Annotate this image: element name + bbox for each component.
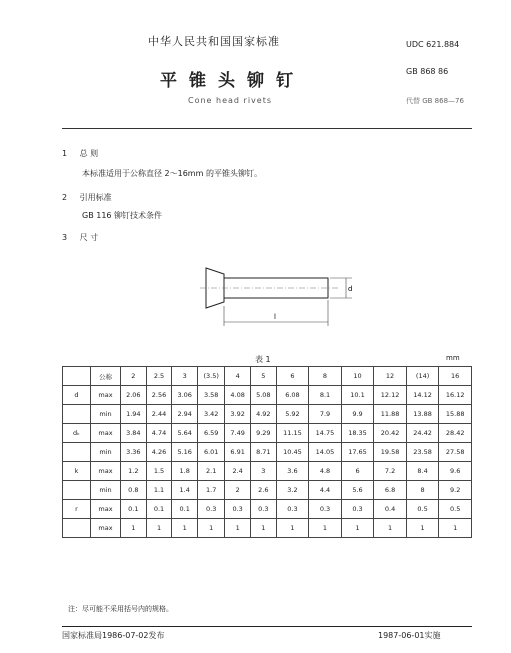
table-caption: 表 1	[255, 355, 271, 364]
section-number: 2	[62, 193, 68, 202]
table-cell: 3.6	[276, 462, 309, 481]
table-cell: 5.6	[341, 481, 374, 500]
section-number: 3	[62, 233, 68, 242]
table-row	[63, 462, 472, 481]
section-3-heading	[62, 232, 98, 243]
table-cell: 2.06	[121, 386, 147, 405]
table-cell: 3.84	[121, 424, 147, 443]
rivet-drawing	[180, 248, 370, 338]
table-cell: 1.8	[172, 462, 198, 481]
table-cell: 1	[121, 519, 147, 538]
table-cell: 3.2	[276, 481, 309, 500]
table-cell: 6	[341, 462, 374, 481]
table-cell: max	[91, 500, 121, 519]
table-cell: 0.5	[406, 500, 439, 519]
table-cell: 4.8	[309, 462, 342, 481]
table-unit: mm	[446, 354, 460, 362]
table-row	[63, 424, 472, 443]
table-cell: 23.58	[406, 443, 439, 462]
table-cell: 9.2	[439, 481, 472, 500]
table-cell: max	[91, 386, 121, 405]
table-cell: 0.3	[225, 500, 251, 519]
table-cell: 2	[121, 367, 147, 386]
table-cell: 18.35	[341, 424, 374, 443]
table-cell: 1.7	[198, 481, 225, 500]
table-cell: 2.6	[251, 481, 277, 500]
document-title: 平锥头铆钉	[160, 71, 305, 91]
table-cell: 4.4	[309, 481, 342, 500]
table-cell: 0.1	[121, 500, 147, 519]
table-cell: 10.1	[341, 386, 374, 405]
table-cell: 16.12	[439, 386, 472, 405]
table-cell: 9.9	[341, 405, 374, 424]
table-cell: 15.88	[439, 405, 472, 424]
table-row	[63, 405, 472, 424]
section-title: 引用标准	[79, 193, 112, 202]
table-cell: 6.8	[374, 481, 407, 500]
standard-name: 中华人民共和国国家标准	[148, 35, 280, 48]
table-cell: 5	[251, 367, 277, 386]
table-cell: 1	[198, 519, 225, 538]
table-cell: min	[91, 443, 121, 462]
table-cell: 4.92	[251, 405, 277, 424]
table-cell: 14.05	[309, 443, 342, 462]
table-note: 注：尽可能不采用括号内的规格。	[68, 605, 173, 613]
section-title: 尺 寸	[79, 233, 99, 242]
table-cell: 13.88	[406, 405, 439, 424]
table-cell: 2.4	[225, 462, 251, 481]
table-cell: 0.3	[198, 500, 225, 519]
table-cell: 6.08	[276, 386, 309, 405]
table-cell: 14.75	[309, 424, 342, 443]
table-row	[63, 500, 472, 519]
table-cell: 6	[276, 367, 309, 386]
replaces-note: 代替 GB 868—76	[406, 97, 464, 105]
section-number: 1	[62, 149, 68, 158]
table-row	[63, 367, 472, 386]
table-cell: 0.3	[309, 500, 342, 519]
table-cell: min	[91, 405, 121, 424]
table-row	[63, 519, 472, 538]
table-cell: 0.8	[121, 481, 147, 500]
dim-label-d: d	[348, 285, 353, 293]
table-row	[63, 481, 472, 500]
table-cell: 10	[341, 367, 374, 386]
section-title: 总 则	[79, 149, 99, 158]
table-cell: k	[63, 462, 91, 481]
table-cell: 3.58	[198, 386, 225, 405]
table-cell: 1	[374, 519, 407, 538]
table-cell: 7.9	[309, 405, 342, 424]
table-cell	[63, 367, 91, 386]
table-cell: 12.12	[374, 386, 407, 405]
table-cell: 4	[225, 367, 251, 386]
table-cell: 2.56	[146, 386, 172, 405]
table-cell: 6.59	[198, 424, 225, 443]
gb-number: GB 868 86	[406, 67, 449, 76]
table-cell: 2.94	[172, 405, 198, 424]
dimensions-table	[62, 366, 472, 538]
table-cell: d	[63, 386, 91, 405]
table-cell: 8	[406, 481, 439, 500]
table-cell: 8.1	[309, 386, 342, 405]
table-cell: 27.58	[439, 443, 472, 462]
table-cell: 1.1	[146, 481, 172, 500]
table-cell: 1	[439, 519, 472, 538]
table-cell: 16	[439, 367, 472, 386]
table-cell: 5.08	[251, 386, 277, 405]
table-cell: 0.4	[374, 500, 407, 519]
table-cell: 0.1	[172, 500, 198, 519]
table-cell: 0.3	[251, 500, 277, 519]
table-cell: dₖ	[63, 424, 91, 443]
document-subtitle: Cone head rivets	[188, 96, 273, 105]
table-cell: 2.1	[198, 462, 225, 481]
table-cell: 28.42	[439, 424, 472, 443]
table-cell: 0.5	[439, 500, 472, 519]
table-cell	[63, 405, 91, 424]
table-cell: 4.74	[146, 424, 172, 443]
table-cell: 8	[309, 367, 342, 386]
table-cell: 1	[146, 519, 172, 538]
table-cell: 8.71	[251, 443, 277, 462]
table-cell: 2.5	[146, 367, 172, 386]
table-cell: 24.42	[406, 424, 439, 443]
section-1-text: 本标准适用于公称直径 2～16mm 的平锥头铆钉。	[82, 169, 262, 178]
table-cell: 12	[374, 367, 407, 386]
section-2-heading	[62, 192, 112, 203]
table-cell: (3.5)	[198, 367, 225, 386]
table-cell: 19.58	[374, 443, 407, 462]
table-cell: 8.4	[406, 462, 439, 481]
table-cell: (14)	[406, 367, 439, 386]
table-cell: 17.65	[341, 443, 374, 462]
footer-rule	[62, 626, 472, 627]
implementation-date: 1987-06-01实施	[378, 631, 441, 640]
table-cell: 1	[276, 519, 309, 538]
table-cell: 3.06	[172, 386, 198, 405]
table-cell: 7.2	[374, 462, 407, 481]
table-cell: 0.3	[276, 500, 309, 519]
table-cell: 1	[309, 519, 342, 538]
table-cell: 11.88	[374, 405, 407, 424]
table-cell: 20.42	[374, 424, 407, 443]
table-row	[63, 386, 472, 405]
section-2-text: GB 116 铆钉技术条件	[82, 211, 163, 220]
table-cell: 公称	[91, 367, 121, 386]
issued-by: 国家标准局1986-07-02发布	[62, 631, 165, 640]
table-cell: 1	[341, 519, 374, 538]
table-cell: 2	[225, 481, 251, 500]
table-cell: 1.2	[121, 462, 147, 481]
table-cell: max	[91, 519, 121, 538]
table-cell: 1	[172, 519, 198, 538]
header-rule	[62, 128, 472, 129]
table-cell: 5.16	[172, 443, 198, 462]
table-cell: 2.44	[146, 405, 172, 424]
table-cell: 1.5	[146, 462, 172, 481]
table-cell: 1	[406, 519, 439, 538]
table-cell: 10.45	[276, 443, 309, 462]
table-cell: 4.08	[225, 386, 251, 405]
table-cell: max	[91, 424, 121, 443]
table-cell: 3.36	[121, 443, 147, 462]
table-cell: 1.4	[172, 481, 198, 500]
table-cell: 3	[251, 462, 277, 481]
table-cell: 1	[251, 519, 277, 538]
section-1-heading	[62, 148, 98, 159]
table-cell: 3.92	[225, 405, 251, 424]
table-cell: 5.64	[172, 424, 198, 443]
dim-label-l: l	[274, 313, 276, 321]
table-cell: 9.6	[439, 462, 472, 481]
table-cell: min	[91, 481, 121, 500]
table-cell: 3.42	[198, 405, 225, 424]
table-cell: r	[63, 500, 91, 519]
table-cell: 0.3	[341, 500, 374, 519]
table-cell: 4.26	[146, 443, 172, 462]
table-cell: 1.94	[121, 405, 147, 424]
table-row	[63, 443, 472, 462]
table-cell: 1	[225, 519, 251, 538]
table-cell: 5.92	[276, 405, 309, 424]
udc-code: UDC 621.884	[406, 40, 460, 49]
table-cell: 14.12	[406, 386, 439, 405]
table-cell: 9.29	[251, 424, 277, 443]
table-cell: 11.15	[276, 424, 309, 443]
table-cell	[63, 519, 91, 538]
table-cell: max	[91, 462, 121, 481]
table-cell: 6.01	[198, 443, 225, 462]
table-cell: 0.1	[146, 500, 172, 519]
table-cell: 6.91	[225, 443, 251, 462]
table-cell: 3	[172, 367, 198, 386]
table-cell	[63, 443, 91, 462]
table-cell	[63, 481, 91, 500]
table-cell: 7.49	[225, 424, 251, 443]
